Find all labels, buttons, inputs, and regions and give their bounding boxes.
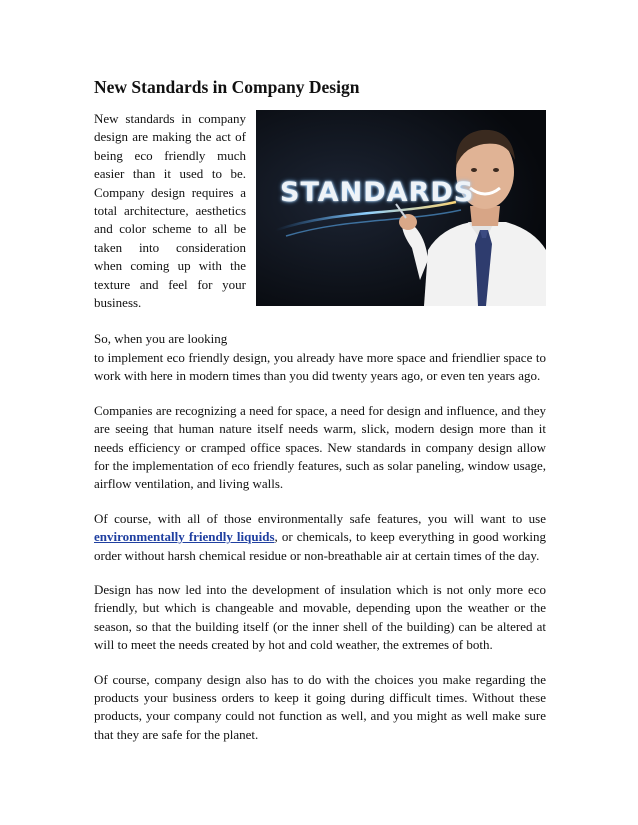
paragraph-looking: So, when you are looking — [94, 331, 228, 347]
paragraph-looking-continued: to implement eco friendly design, you already have more space and friendlier space to work with here in modern times than you did twenty years ago, or even ten years ago. — [94, 349, 546, 384]
environmentally-friendly-liquids-link[interactable]: environmentally friendly liquids — [94, 529, 275, 545]
paragraph-liquids — [94, 510, 546, 565]
document-page — [94, 76, 546, 760]
businessman-illustration — [256, 110, 546, 306]
page-title: New Standards in Company Design — [94, 77, 360, 97]
paragraph-products: Of course, company design also has to do with the choices you make regarding the products your business orders to keep it going during difficult times. Without these products, your company could not function as well, and you might as well make sure that they are safe for the planet. — [94, 671, 546, 742]
standards-photo — [256, 110, 546, 306]
paragraph-intro: New standards in company design are making the act of being eco friendly much easier than it used to be. Company design requires a total architecture, aesthetics and color scheme to all be taken into consideration when coming up with the texture and feel for your business. — [94, 111, 246, 311]
paragraph-liquids-before: Of course, with all of those environmentally safe features, you will want to use — [94, 510, 546, 526]
paragraph-insulation: Design has now led into the development of insulation which is not only more eco friendly, but which is changeable and movable, depending upon the weather or the season, so that the building itself (or the inner shell of the building) can be altered at will to meet the needs created by hot and cold weather, the extremes of both. — [94, 581, 546, 653]
standards-overlay-text: STANDARDS — [280, 177, 475, 208]
paragraph-liquids-after: , or chemicals, to keep everything in good working order without harsh chemical residue or non-breathable air at certain times of the day. — [94, 529, 546, 563]
paragraph-companies: Companies are recognizing a need for space, a need for design and influence, and they are seeing that human nature itself needs warm, slick, modern design more than it needs efficiency or cramped office spaces. New standards in company design allow for the implementation of eco friendly features, such as solar paneling, window usage, airflow ventilation, and living walls. — [94, 402, 546, 492]
